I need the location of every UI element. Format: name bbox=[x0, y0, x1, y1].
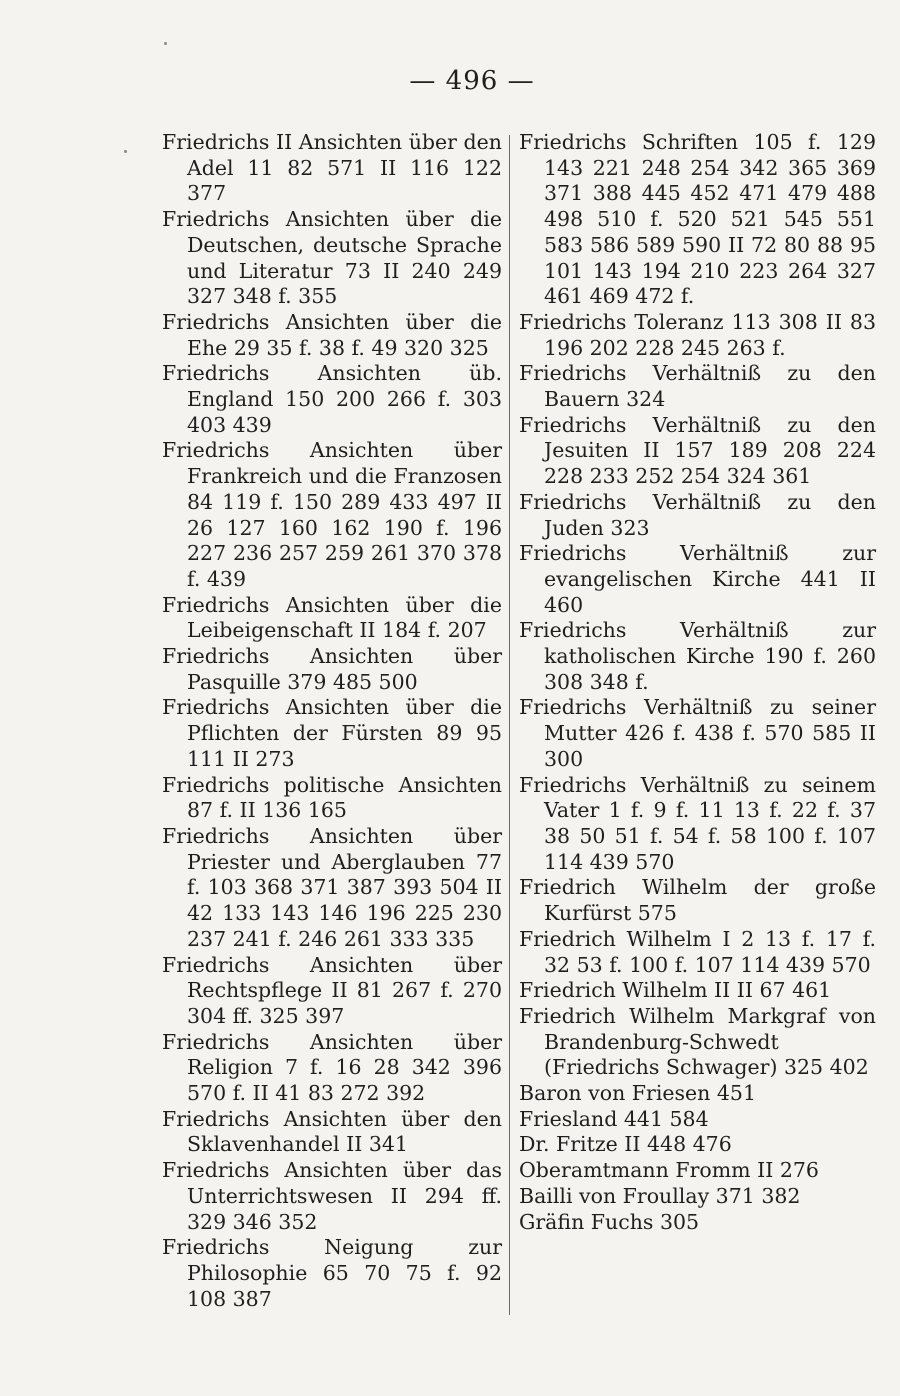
index-entry: Friedrichs Toleranz 113 308 II 83 196 202 228 245 263 f. bbox=[519, 309, 876, 360]
index-entry: Friedrichs II Ansichten über den Adel 11 82 571 II 116 122 377 bbox=[162, 130, 502, 206]
index-entry: Baron von Friesen 451 bbox=[519, 1081, 757, 1106]
index-entry: Friedrichs Ansichten über das Unterrichtswesen II 294 ff. 329 346 352 bbox=[162, 1158, 502, 1234]
index-entry: Friedrich Wilhelm der große Kurfürst 575 bbox=[519, 875, 876, 926]
index-entry: Friedrich Wilhelm I 2 13 f. 17 f. 32 53 f. 100 f. 107 114 439 570 bbox=[519, 926, 876, 977]
index-entry: Gräfin Fuchs 305 bbox=[519, 1209, 700, 1234]
index-entry: Friedrichs Ansichten über Frankreich und die Franzosen 84 119 f. 150 289 433 497 II 26 127 160 162 190 f. 196 227 236 257 259 261 370 378 f. 439 bbox=[162, 438, 502, 591]
index-entry: Friedrichs Verhältniß zu den Bauern 324 bbox=[519, 361, 876, 412]
index-entry: Friedrichs Ansichten üb. England 150 200 266 f. 303 403 439 bbox=[162, 361, 502, 437]
index-entry: Friedrichs Neigung zur Philosophie 65 70 75 f. 92 108 387 bbox=[162, 1235, 502, 1311]
index-entry: Friedrichs Verhältniß zu den Juden 323 bbox=[519, 489, 876, 540]
print-speck bbox=[164, 42, 167, 45]
index-entry: Friedrichs Verhältniß zu seiner Mutter 426 f. 438 f. 570 585 II 300 bbox=[519, 695, 876, 771]
index-entry: Friesland 441 584 bbox=[519, 1106, 709, 1131]
index-entry: Friedrichs Verhältniß zur katholischen Kirche 190 f. 260 308 348 f. bbox=[519, 618, 876, 694]
index-entry: Friedrichs Ansichten über die Ehe 29 35 f. 38 f. 49 320 325 bbox=[162, 309, 502, 360]
column-divider bbox=[509, 135, 510, 1315]
index-entry: Friedrichs Ansichten über Rechtspflege II 81 267 f. 270 304 ff. 325 397 bbox=[162, 952, 502, 1028]
index-entry: Friedrichs Ansichten über die Deutschen, deutsche Sprache und Literatur 73 II 240 249 327 348 f. 355 bbox=[162, 207, 502, 309]
index-entry: Friedrichs Ansichten über den Sklavenhandel II 341 bbox=[162, 1106, 502, 1157]
index-entry: Friedrichs Ansichten über die Leibeigenschaft II 184 f. 207 bbox=[162, 592, 502, 643]
right-column bbox=[519, 130, 876, 1235]
index-entry: Friedrichs Verhältniß zu seinem Vater 1 f. 9 f. 11 13 f. 22 f. 37 38 50 51 f. 54 f. 58 100 f. 107 114 439 570 bbox=[519, 772, 876, 874]
print-speck bbox=[124, 150, 127, 153]
index-entry: Friedrichs Ansichten über Priester und Aberglauben 77 f. 103 368 371 387 393 504 II 42 133 143 146 196 225 230 237 241 f. 246 261 333 335 bbox=[162, 823, 502, 951]
index-entry: Friedrichs politische Ansichten 87 f. II 136 165 bbox=[162, 772, 502, 823]
index-entry: Dr. Fritze II 448 476 bbox=[519, 1132, 732, 1157]
index-entry: Friedrich Wilhelm Markgraf von Brandenburg-Schwedt (Friedrichs Schwager) 325 402 bbox=[519, 1003, 876, 1080]
index-entry: Friedrichs Verhältniß zur evangelischen Kirche 441 II 460 bbox=[519, 541, 876, 617]
index-entry: Friedrich Wilhelm II II 67 461 bbox=[519, 978, 832, 1003]
index-entry: Bailli von Froullay 371 382 bbox=[519, 1183, 801, 1208]
index-entry: Oberamtmann Fromm II 276 bbox=[519, 1158, 819, 1183]
index-entry: Friedrichs Schriften 105 f. 129 143 221 248 254 342 365 369 371 388 445 452 471 479 488 498 510 f. 520 521 545 551 583 586 589 590 II 72 80 88 95 101 143 194 210 223 264 327 461 469 472 f. bbox=[519, 130, 876, 309]
page-number: — 496 — bbox=[409, 66, 535, 96]
index-entry: Friedrichs Ansichten über Religion 7 f. 16 28 342 396 570 f. II 41 83 272 392 bbox=[162, 1029, 502, 1106]
left-column bbox=[162, 130, 502, 1312]
index-entry: Friedrichs Verhältniß zu den Jesuiten II 157 189 208 224 228 233 252 254 324 361 bbox=[519, 412, 876, 489]
index-entry: Friedrichs Ansichten über Pasquille 379 485 500 bbox=[162, 644, 502, 694]
index-entry: Friedrichs Ansichten über die Pflichten der Fürsten 89 95 111 II 273 bbox=[162, 695, 502, 771]
